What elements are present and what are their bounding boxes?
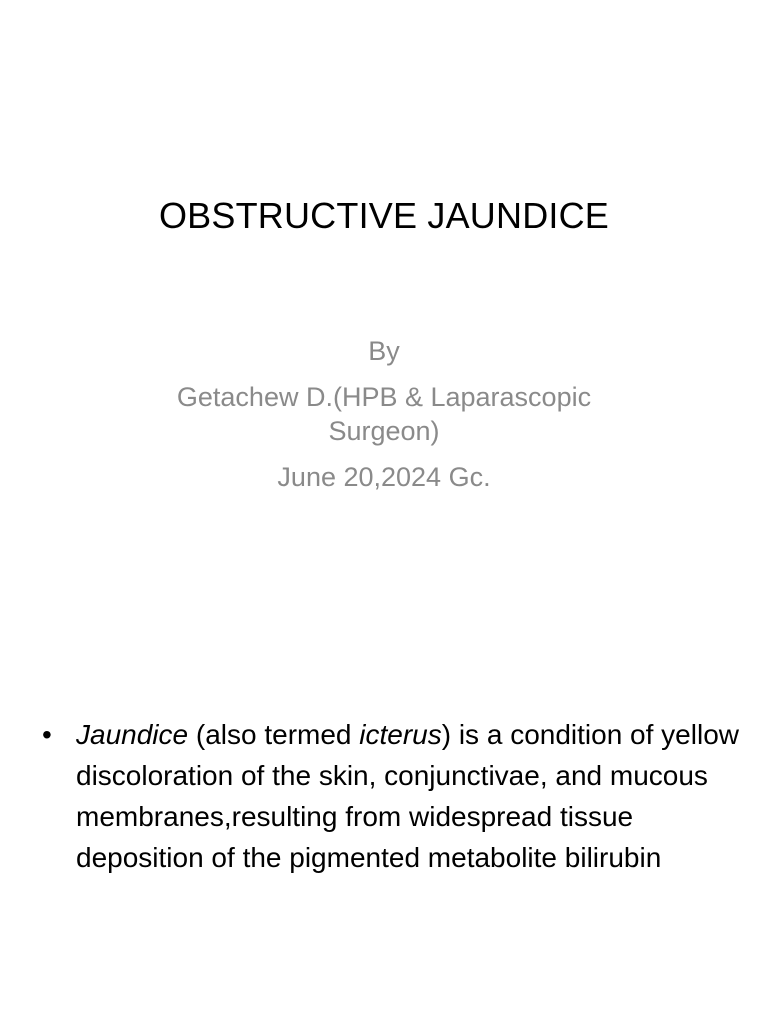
bullet-item (40, 714, 740, 878)
term-icterus: icterus (359, 719, 442, 750)
subtitle-date: June 20,2024 Gc. (277, 462, 491, 492)
bullet-text-part2: ) is a condition of yellow discoloration of the skin, conjunctivae, and mucous membranes,resulting from widespread tissue deposition of the pigmented metabolite bilirubin (76, 719, 739, 873)
slide-title: OBSTRUCTIVE JAUNDICE (158, 195, 610, 236)
term-jaundice: Jaundice (76, 719, 189, 750)
bullet-marker: • (42, 719, 52, 750)
subtitle-author: Getachew D.(HPB & Laparascopic Surgeon) (176, 382, 592, 446)
bullet-text-part1: (also termed (188, 719, 360, 750)
bullet-list (40, 714, 740, 878)
slide-subtitle (130, 334, 638, 494)
subtitle-by: By (368, 336, 400, 366)
